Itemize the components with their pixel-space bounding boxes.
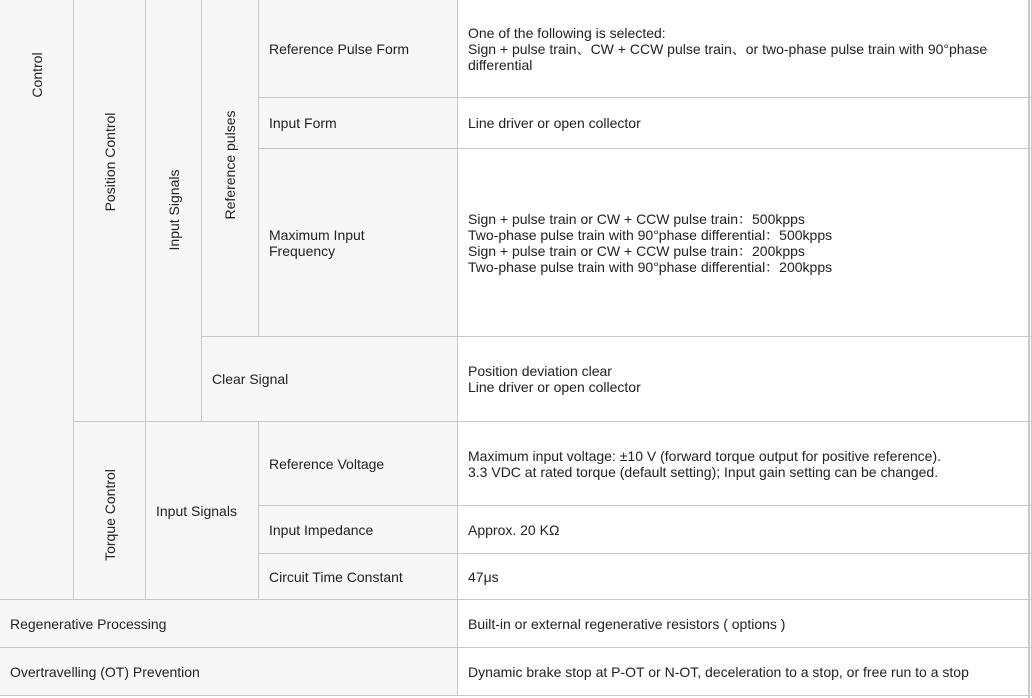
overtravel-prevention-value-cell	[458, 648, 1032, 696]
regenerative-processing-label-cell	[0, 600, 458, 648]
clear-signal-value: Position deviation clear Line driver or open collector	[468, 363, 641, 395]
position-input-signals-label: Input Signals	[165, 169, 182, 251]
maximum-input-frequency-label: Maximum Input Frequency	[269, 226, 365, 259]
input-form-label: Input Form	[269, 115, 337, 131]
reference-pulse-form-label: Reference Pulse Form	[269, 40, 410, 57]
torque-input-signals-cell	[146, 422, 259, 600]
torque-control-label: Torque Control	[101, 469, 118, 561]
circuit-time-constant-label-cell	[259, 554, 458, 600]
maximum-input-frequency-value: Sign + pulse train or CW + CCW pulse train：500kpps Two-phase pulse train with 90°phase differential：500kpps Sign + pulse train or CW + CCW pulse train：200kpps Two-phase pulse train with 90°phase differential：200kpps	[468, 210, 833, 275]
reference-voltage-value-cell	[458, 422, 1032, 506]
input-impedance-label: Input Impedance	[269, 521, 374, 538]
regenerative-processing-value: Built-in or external regenerative resistors ( options )	[468, 615, 786, 632]
regenerative-processing-value-cell	[458, 600, 1032, 648]
table-right-border	[1028, 0, 1030, 698]
regenerative-processing-label: Regenerative Processing	[10, 615, 167, 632]
reference-voltage-label: Reference Voltage	[269, 455, 385, 472]
position-control-label: Position Control	[101, 112, 118, 212]
input-impedance-label-cell	[259, 506, 458, 554]
reference-pulses-cell	[202, 0, 259, 337]
input-form-label-cell	[259, 98, 458, 149]
control-category-cell	[0, 0, 74, 600]
torque-input-signals-label: Input Signals	[156, 502, 237, 519]
clear-signal-label-cell	[202, 337, 458, 422]
overtravel-prevention-label: Overtravelling (OT) Prevention	[10, 663, 200, 680]
reference-voltage-value: Maximum input voltage: ±10 V (forward torque output for positive reference). 3.3 VDC at rated torque (default setting); Input gain setting can be changed.	[468, 447, 942, 480]
maximum-input-frequency-label-cell	[259, 149, 458, 337]
circuit-time-constant-value: 47μs	[468, 568, 499, 585]
torque-control-category-cell	[74, 422, 146, 600]
reference-pulse-form-value: One of the following is selected: Sign + pulse train、CW + CCW pulse train、or two-phase pulse train with 90°phase differential	[468, 24, 988, 73]
reference-pulse-form-value-cell	[458, 0, 1032, 98]
clear-signal-label: Clear Signal	[212, 371, 289, 387]
circuit-time-constant-value-cell	[458, 554, 1032, 600]
position-input-signals-cell	[146, 0, 202, 422]
overtravel-prevention-value: Dynamic brake stop at P-OT or N-OT, deceleration to a stop, or free run to a stop	[468, 663, 969, 680]
position-control-category-cell	[74, 0, 146, 422]
reference-pulses-label: Reference pulses	[222, 110, 238, 220]
reference-voltage-label-cell	[259, 422, 458, 506]
control-category-label: Control	[28, 52, 45, 98]
input-form-value: Line driver or open collector	[468, 115, 641, 131]
overtravel-prevention-label-cell	[0, 648, 458, 696]
input-form-value-cell	[458, 98, 1032, 149]
clear-signal-value-cell	[458, 337, 1032, 422]
circuit-time-constant-label: Circuit Time Constant	[269, 568, 403, 585]
reference-pulse-form-label-cell	[259, 0, 458, 98]
input-impedance-value: Approx. 20 KΩ	[468, 521, 560, 538]
input-impedance-value-cell	[458, 506, 1032, 554]
maximum-input-frequency-value-cell	[458, 149, 1032, 337]
